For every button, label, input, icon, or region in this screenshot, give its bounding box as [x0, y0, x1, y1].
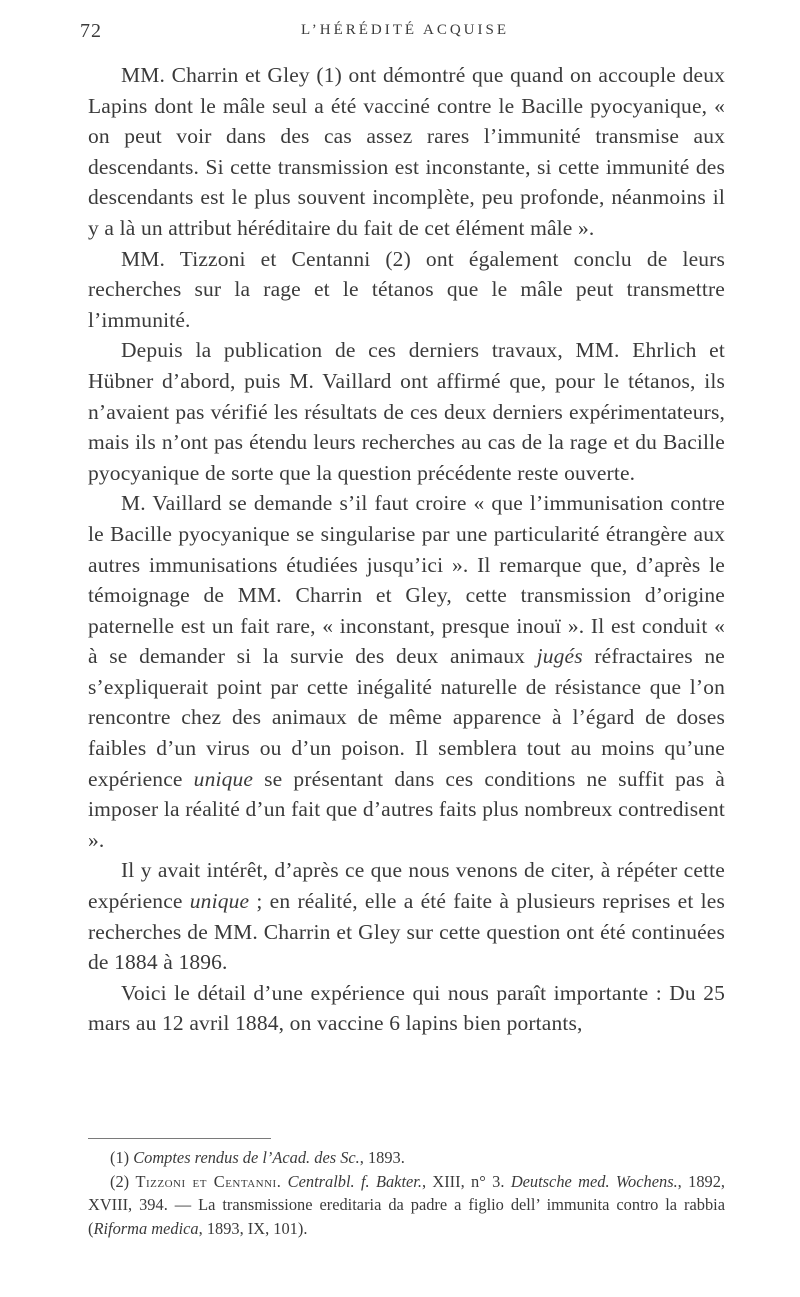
footnote: (2) Tizzoni et Centanni. Centralbl. f. Bakter., XIII, n° 3. Deutsche med. Wochens., 1892, XVIII, 394. — La transmissione ereditaria da padre a figlio dell’ immunita contro la rabbia (Riforma medica, 1893, IX, 101). [88, 1171, 726, 1238]
paragraph: Voici le détail d’une expérience qui nous paraît importante : Du 25 mars au 12 avril 1884, on vaccine 6 lapins bien portants, [88, 980, 725, 1036]
page-number: 72 [80, 20, 102, 42]
footnote: (1) Comptes rendus de l’Acad. des Sc., 1893. [110, 1148, 405, 1167]
emphasis: unique [189, 889, 250, 914]
paragraph: Depuis la publication de ces derniers travaux, MM. Ehrlich et Hübner d’abord, puis M. Vaillard ont affirmé que, pour le tétanos, ils n’avaient pas vérifié les résultats de ces deux derniers expérimentateurs, mais ils n’ont pas étendu leurs recherches au cas de la rage et du Bacille pyocyanique de sorte que la question précédente reste ouverte. [88, 338, 725, 485]
footnote-rule [88, 1138, 271, 1139]
body-text [88, 60, 725, 1039]
emphasis: unique [193, 766, 254, 791]
paragraph: Il y avait intérêt, d’après ce que nous venons de citer, à répéter cette expérience unique ; en réalité, elle a été faite à plusieurs reprises et les recherches de MM. Charrin et Gley sur cette question ont été continuées de 1884 à 1896. [88, 858, 725, 975]
footnotes [88, 1146, 725, 1240]
running-head: L’HÉRÉDITÉ ACQUISE [300, 22, 510, 38]
paragraph: MM. Tizzoni et Centanni (2) ont également conclu de leurs recherches sur la rage et le tétanos que le mâle peut transmettre l’immunité. [88, 246, 725, 332]
emphasis: jugés [536, 644, 583, 669]
paragraph: M. Vaillard se demande s’il faut croire « que l’immunisation contre le Bacille pyocyanique se singularise par une particularité étrangère aux autres immunisations étudiées jusqu’ici ». Il remarque que, d’après le témoignage de MM. Charrin et Gley, cette transmission d’origine paternelle est un fait rare, « inconstant, presque inouï ». Il est conduit « à se demander si la survie des deux animaux jugés réfractaires ne s’expliquerait point par cette inégalité naturelle de résistance que l’on rencontre chez des animaux de même apparence à l’égard de doses faibles d’un virus ou d’un poison. Il semblera tout au moins qu’une expérience unique se présentant dans ces conditions ne suffit pas à imposer la réalité d’un fait que d’autres faits plus nombreux contredisent ». [88, 491, 725, 852]
paragraph: MM. Charrin et Gley (1) ont démontré que quand on accouple deux Lapins dont le mâle seul a été vacciné contre le Bacille pyocyanique, « on peut voir dans des cas assez rares l’immunité transmise aux descendants. Si cette transmission est inconstante, si cette immunité des descendants est le plus souvent incomplète, peu profonde, néanmoins il y a là un attribut héréditaire du fait de cet élément mâle ». [88, 63, 725, 240]
page-header [80, 20, 730, 50]
